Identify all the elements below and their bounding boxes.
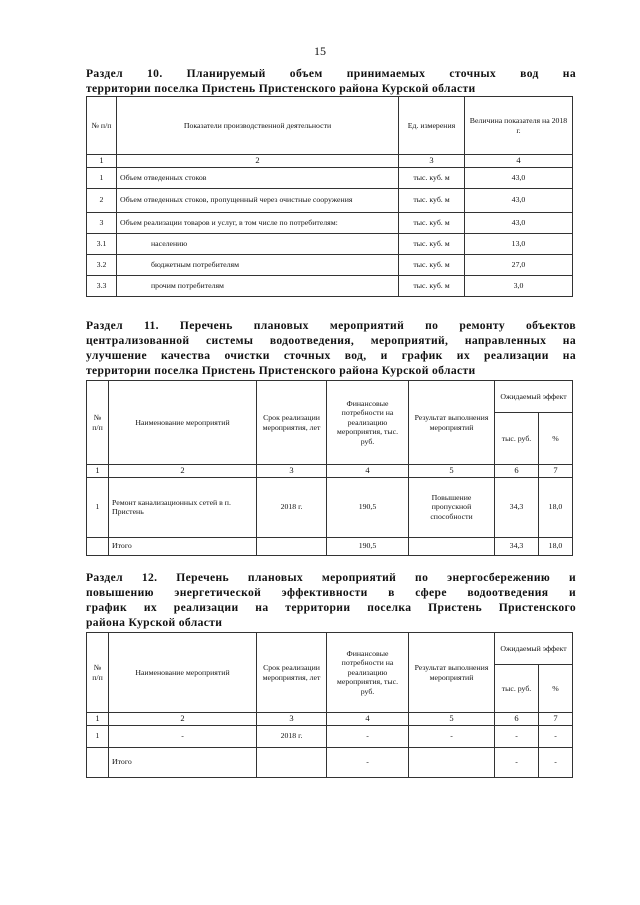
column-number-row: [87, 713, 573, 726]
section12-title-line: график их реализации на территории поселка Пристень Пристенского: [86, 601, 576, 614]
total-empty: [409, 747, 495, 777]
section12-table: [86, 632, 573, 778]
row-value: 43,0: [465, 167, 573, 188]
row-number: 1: [87, 167, 117, 188]
column-number: 3: [257, 465, 327, 478]
row-number: 1: [87, 477, 109, 537]
row-value: 43,0: [465, 188, 573, 212]
row-name: Ремонт канализационных сетей в п. Пристень: [109, 477, 257, 537]
row-number: 3.1: [87, 233, 117, 254]
col-header-effect-rub: тыс. руб.: [495, 665, 539, 713]
row-unit: тыс. куб. м: [399, 275, 465, 296]
section10-title-line: территории поселка Пристень Пристенского района Курской области: [86, 82, 476, 95]
row-indicator: населению: [117, 233, 399, 254]
section11-title-line: улучшение качества очистки сточных вод, и график их реализации на: [86, 349, 576, 362]
table-header-row: [87, 633, 573, 665]
total-finance: -: [327, 747, 409, 777]
section11-title-line: централизованной системы водоотведения, мероприятий, направленных на: [86, 334, 576, 347]
total-effect-rub: 34,3: [495, 537, 539, 555]
section12-title-line: повышению энергетической эффективности в сфере водоотведения и: [86, 586, 576, 599]
row-number: 2: [87, 188, 117, 212]
total-empty: [87, 747, 109, 777]
col-header-num: № п/п: [87, 381, 109, 465]
col-header-value: Величина показателя на 2018 г.: [465, 97, 573, 155]
total-finance: 190,5: [327, 537, 409, 555]
col-header-effect-rub: тыс. руб.: [495, 413, 539, 465]
total-empty: [87, 537, 109, 555]
row-effect-pct: -: [539, 725, 573, 747]
col-header-finance: Финансовые потребности на реализацию мероприятия, тыс. руб.: [327, 633, 409, 713]
table-header-row: [87, 381, 573, 413]
total-effect-rub: -: [495, 747, 539, 777]
col-header-num: № п/п: [87, 633, 109, 713]
total-empty: [409, 537, 495, 555]
section10-title-line: Раздел 10. Планируемый объем принимаемых сточных вод на: [86, 67, 576, 80]
row-value: 3,0: [465, 275, 573, 296]
row-name: -: [109, 725, 257, 747]
col-header-result: Результат выполнения мероприятий: [409, 381, 495, 465]
total-label: Итого: [109, 537, 257, 555]
row-number: 3.3: [87, 275, 117, 296]
column-number: 4: [327, 713, 409, 726]
column-number: 2: [117, 155, 399, 168]
total-empty: [257, 747, 327, 777]
col-header-name: Наименование мероприятий: [109, 381, 257, 465]
table-row: [87, 725, 573, 747]
table-header-row: [87, 97, 573, 155]
column-number: 7: [539, 465, 573, 478]
col-header-effect-pct: %: [539, 665, 573, 713]
row-result: -: [409, 725, 495, 747]
page-number: 15: [314, 44, 326, 58]
row-result: Повышение пропускной способности: [409, 477, 495, 537]
row-effect-pct: 18,0: [539, 477, 573, 537]
col-header-finance: Финансовые потребности на реализацию мероприятия, тыс. руб.: [327, 381, 409, 465]
row-indicator: прочим потребителям: [117, 275, 399, 296]
table-row: [87, 233, 573, 254]
section12-title-line: района Курской области: [86, 616, 223, 629]
table-row: [87, 275, 573, 296]
total-label: Итого: [109, 747, 257, 777]
row-term: 2018 г.: [257, 725, 327, 747]
row-indicator: бюджетным потребителям: [117, 254, 399, 275]
column-number: 3: [257, 713, 327, 726]
section10-table: [86, 96, 573, 297]
total-row: [87, 747, 573, 777]
col-header-num: № п/п: [87, 97, 117, 155]
column-number: 1: [87, 713, 109, 726]
total-empty: [257, 537, 327, 555]
table-row: [87, 477, 573, 537]
column-number: 4: [465, 155, 573, 168]
row-effect-rub: -: [495, 725, 539, 747]
row-number: 3.2: [87, 254, 117, 275]
row-unit: тыс. куб. м: [399, 254, 465, 275]
row-indicator: Объем отведенных стоков: [117, 167, 399, 188]
section11-title-line: Раздел 11. Перечень плановых мероприятий по ремонту объектов: [86, 319, 576, 332]
column-number: 2: [109, 713, 257, 726]
col-header-name: Наименование мероприятий: [109, 633, 257, 713]
column-number: 3: [399, 155, 465, 168]
table-row: [87, 167, 573, 188]
column-number: 1: [87, 465, 109, 478]
column-number: 1: [87, 155, 117, 168]
row-number: 3: [87, 212, 117, 233]
column-number: 4: [327, 465, 409, 478]
row-unit: тыс. куб. м: [399, 188, 465, 212]
col-header-effect: Ожидаемый эффект: [495, 381, 573, 413]
row-indicator: Объем реализации товаров и услуг, в том числе по потребителям:: [117, 212, 399, 233]
column-number-row: [87, 465, 573, 478]
section10-heading: [86, 66, 576, 96]
row-value: 13,0: [465, 233, 573, 254]
col-header-term: Срок реализации мероприятия, лет: [257, 381, 327, 465]
col-header-effect-pct: %: [539, 413, 573, 465]
table-row: [87, 254, 573, 275]
col-header-unit: Ед. измерения: [399, 97, 465, 155]
row-value: 27,0: [465, 254, 573, 275]
total-row: [87, 537, 573, 555]
table-row: [87, 212, 573, 233]
total-effect-pct: -: [539, 747, 573, 777]
col-header-term: Срок реализации мероприятия, лет: [257, 633, 327, 713]
column-number: 5: [409, 465, 495, 478]
section11-table: [86, 380, 573, 556]
section12-heading: [86, 570, 576, 630]
row-finance: 190,5: [327, 477, 409, 537]
row-number: 1: [87, 725, 109, 747]
row-unit: тыс. куб. м: [399, 212, 465, 233]
col-header-effect: Ожидаемый эффект: [495, 633, 573, 665]
table-row: [87, 188, 573, 212]
column-number: 5: [409, 713, 495, 726]
row-value: 43,0: [465, 212, 573, 233]
row-effect-rub: 34,3: [495, 477, 539, 537]
row-indicator: Объем отведенных стоков, пропущенный через очистные сооружения: [117, 188, 399, 212]
row-unit: тыс. куб. м: [399, 233, 465, 254]
total-effect-pct: 18,0: [539, 537, 573, 555]
col-header-indicator: Показатели производственной деятельности: [117, 97, 399, 155]
section12-title-line: Раздел 12. Перечень плановых мероприятий по энергосбережению и: [86, 571, 576, 584]
col-header-result: Результат выполнения мероприятий: [409, 633, 495, 713]
column-number: 2: [109, 465, 257, 478]
column-number: 6: [495, 465, 539, 478]
row-unit: тыс. куб. м: [399, 167, 465, 188]
column-number-row: [87, 155, 573, 168]
row-finance: -: [327, 725, 409, 747]
section11-title-line: территории поселка Пристень Пристенского района Курской области: [86, 364, 476, 377]
section11-heading: [86, 318, 576, 378]
column-number: 7: [539, 713, 573, 726]
row-term: 2018 г.: [257, 477, 327, 537]
column-number: 6: [495, 713, 539, 726]
